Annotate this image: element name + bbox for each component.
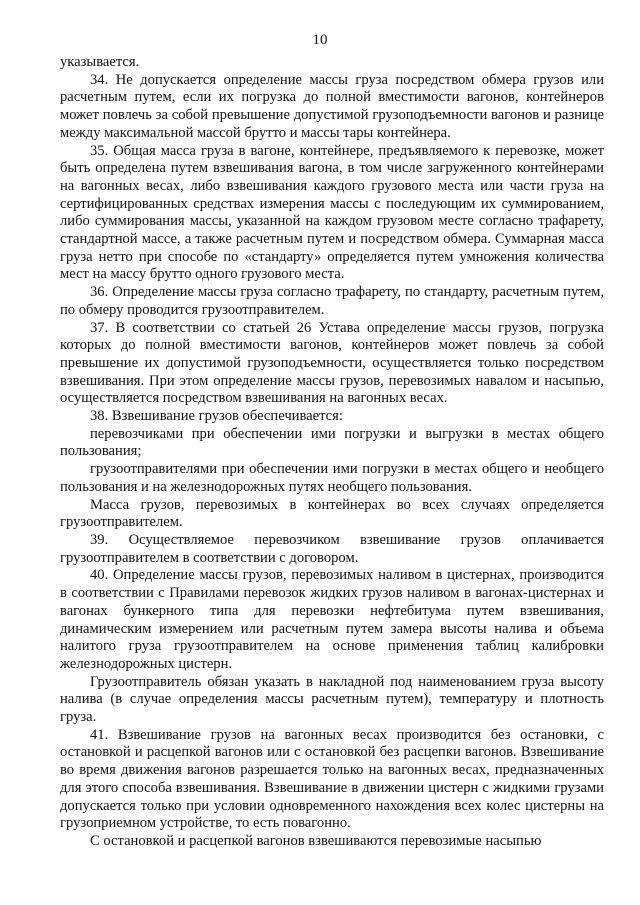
paragraph: указывается.: [60, 54, 140, 70]
paragraph-35: 35. Общая масса груза в вагоне, контейнере, предъявляемого к перевозке, может быть определена путем взвешивания вагона, в том числе загруженного контейнерами на вагонных весах, либо взвешивания каждого грузового места или части груза на сертифицированных средствах измерения массы с последующим их суммированием, либо суммирования массы, указанной на каждом грузовом месте согласно трафарету, стандартной массе, а также расчетным путем и посредством обмера. Суммарная масса груза нетто при способе по «стандарту» определяется путем умножения количества мест на массу брутто одного грузового места.: [60, 142, 604, 283]
page-number: 10: [312, 32, 328, 48]
paragraph-36: 36. Определение массы груза согласно трафарету, по стандарту, расчетным путем, по обмеру проводится грузоотправителем.: [60, 284, 604, 318]
paragraph-37: 37. В соответствии со статьей 26 Устава определение массы грузов, погрузка которых до полной вместимости вагонов, контейнеров может повлечь за собой превышение их допустимой грузоподъемности, осуществляется только посредством взвешивания. При этом определение массы грузов, перевозимых навалом и насыпью, осуществляется посредством взвешивания на вагонных весах.: [60, 319, 604, 407]
paragraph: Грузоотправитель обязан указать в накладной под наименованием груза высоту налива (в случае определения массы расчетным путем), температуру и плотность груза.: [60, 673, 604, 726]
paragraph: С остановкой и расцепкой вагонов взвешиваются перевозимые насыпью: [90, 832, 542, 849]
paragraph: грузоотправителями при обеспечении ими погрузки в местах общего и необщего пользования и на железнодорожных путях необщего пользования.: [60, 461, 604, 495]
document-body: [60, 54, 604, 851]
paragraph-34: 34. Не допускается определение массы груза посредством обмера грузов или расчетным путем, если их погрузка до полной вместимости вагонов, контейнеров может повлечь за собой превышение допустимой грузоподъемности вагонов и разнице между максимальной массой брутто и массы тары контейнера.: [60, 71, 604, 141]
paragraph-38: 38. Взвешивание грузов обеспечивается:: [90, 408, 343, 425]
paragraph-40: 40. Определение массы грузов, перевозимых наливом в цистернах, производится в соответствии с Правилами перевозок жидких грузов наливом в вагонах-цистернах и вагонах бункерного типа для перевозки нефтебитума путем взвешивания, динамическим измерением или расчетным путем замера высоты налива и объема налитого груза грузоотправителем на основе применения таблиц калибровки железнодорожных цистерн.: [60, 567, 604, 672]
paragraph: Масса грузов, перевозимых в контейнерах во всех случаях определяется грузоотправителем.: [60, 496, 604, 531]
paragraph: перевозчиками при обеспечении ими погрузки и выгрузки в местах общего пользования;: [60, 425, 604, 460]
paragraph-39: 39. Осуществляемое перевозчиком взвешивание грузов оплачивается грузоотправителем в соответствии с договором.: [60, 531, 604, 566]
paragraph-41: 41. Взвешивание грузов на вагонных весах производится без остановки, с остановкой и расцепкой вагонов или с остановкой без расцепки вагонов. Взвешивание во время движения вагонов разрешается только на вагонных весах, предназначенных для этого способа взвешивания. Взвешивание в движении цистерн с жидкими грузами допускается только при условии одновременного нахождения всех колес цистерны на грузоприемном устройстве, то есть повагонно.: [60, 726, 604, 832]
